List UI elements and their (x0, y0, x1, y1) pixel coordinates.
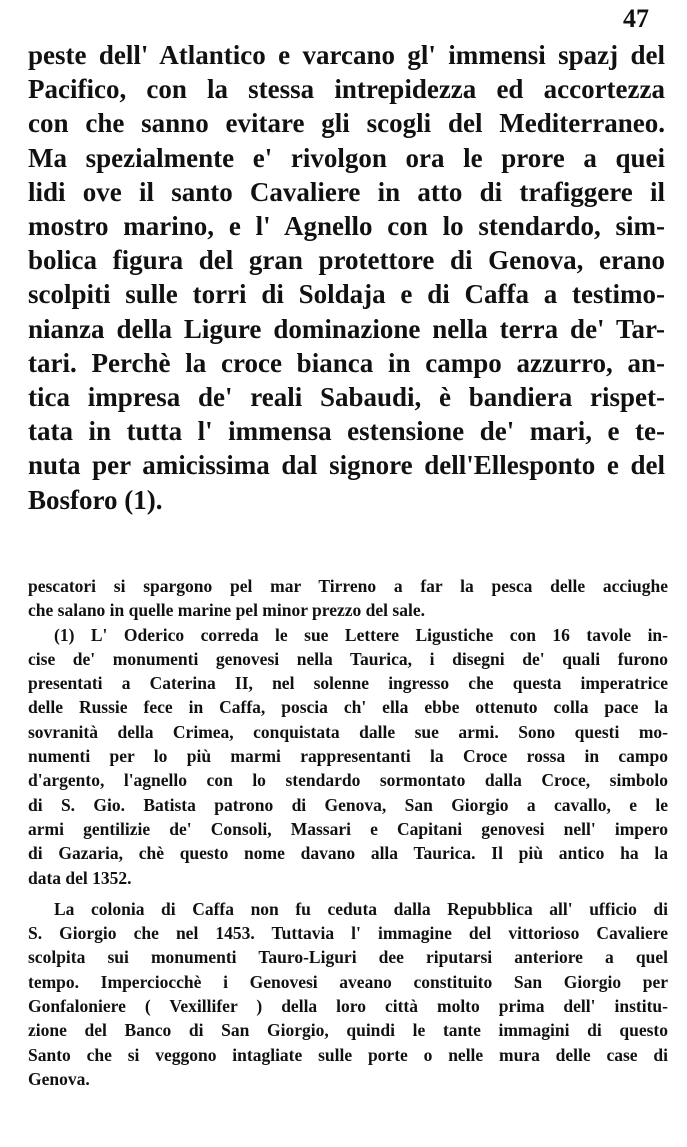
footnote-line: tempo. Imperciocchè i Genovesi aveano constituito San Giorgio per (28, 971, 668, 992)
page-number: 47 (623, 4, 649, 33)
main-text-line: nianza della Ligure dominazione nella terra de' Tar- (28, 313, 665, 344)
footnote-line: che salano in quelle marine pel minor prezzo del sale. (28, 600, 425, 621)
footnote-line: armi gentilizie de' Consoli, Massari e Capitani genovesi nell' impero (28, 818, 668, 839)
main-text-line: Pacifico, con la stessa intrepidezza ed accortezza (28, 74, 665, 105)
main-text-line: tica impresa de' reali Sabaudi, è bandiera rispet- (28, 382, 665, 413)
footnote-1 (28, 623, 668, 890)
footnote-2 (28, 897, 668, 1091)
main-text-line: scolpiti sulle torri di Soldaja e di Caffa a testimo- (28, 279, 665, 310)
footnote-line: zione del Banco di San Giorgio, quindi le tante immagini di questo (28, 1020, 668, 1041)
main-text-block (28, 38, 665, 517)
footnote-line: presentati a Caterina II, nel solenne ingresso che questa imperatrice (28, 673, 668, 694)
footnote-line: cise de' monumenti genovesi nella Taurica, i disegni de' quali furono (28, 648, 668, 669)
footnote-line: (1) L' Oderico correda le sue Lettere Ligustiche con 16 tavole in- (54, 624, 668, 645)
footnote-line: numenti per lo più marmi rappresentanti la Croce rossa in campo (28, 746, 668, 767)
footnote-line: sovranità della Crimea, conquistata dalle sue armi. Sono questi mo- (28, 721, 668, 742)
main-text-line: tata in tutta l' immensa estensione de' mari, e te- (28, 416, 665, 447)
footnotes-block (28, 574, 668, 1091)
main-text-line: con che sanno evitare gli scogli del Mediterraneo. (28, 108, 665, 139)
footnote-line: pescatori si spargono pel mar Tirreno a far la pesca delle acciughe (28, 576, 668, 596)
footnote-line: La colonia di Caffa non fu ceduta dalla Repubblica all' ufficio di (54, 898, 668, 919)
main-text-line: Ma spezialmente e' rivolgon ora le prore a quei (28, 142, 665, 173)
footnote-line: di Gazaria, chè questo nome davano alla Taurica. Il più antico ha la (28, 843, 668, 864)
footnote-line: Genova. (28, 1068, 90, 1089)
main-text-line: peste dell' Atlantico e varcano gl' immensi spazj del (28, 40, 665, 70)
footnote-continuation (28, 574, 668, 623)
footnote-line: S. Giorgio che nel 1453. Tuttavia l' immagine del vittorioso Cavaliere (28, 923, 668, 944)
main-text-line: tari. Perchè la croce bianca in campo azzurro, an- (28, 347, 665, 378)
main-text-line: lidi ove il santo Cavaliere in atto di trafiggere il (28, 176, 665, 207)
main-text-line: Bosforo (1). (28, 484, 163, 515)
footnote-line: di S. Gio. Batista patrono di Genova, San Giorgio a cavallo, e le (28, 794, 668, 815)
footnote-line: delle Russie fece in Caffa, poscia ch' ella ebbe ottenuto colla pace la (28, 697, 668, 718)
footnote-line: data del 1352. (28, 867, 132, 888)
footnote-line: scolpita sui monumenti Tauro-Liguri dee riputarsi anteriore a quel (28, 947, 668, 968)
footnote-line: d'argento, l'agnello con lo stendardo sormontato dalla Croce, simbolo (28, 770, 668, 791)
main-text-line: bolica figura del gran protettore di Genova, erano (28, 245, 665, 276)
main-text-line: nuta per amicissima dal signore dell'Ellesponto e del (28, 450, 665, 481)
footnote-line: Gonfaloniere ( Vexillifer ) della loro città molto prima dell' institu- (28, 996, 668, 1017)
footnote-line: Santo che si veggono intagliate sulle porte o nelle mura delle case di (28, 1044, 668, 1065)
main-text-line: mostro marino, e l' Agnello con lo stendardo, sim- (28, 211, 665, 242)
footnote-gap (28, 890, 668, 897)
